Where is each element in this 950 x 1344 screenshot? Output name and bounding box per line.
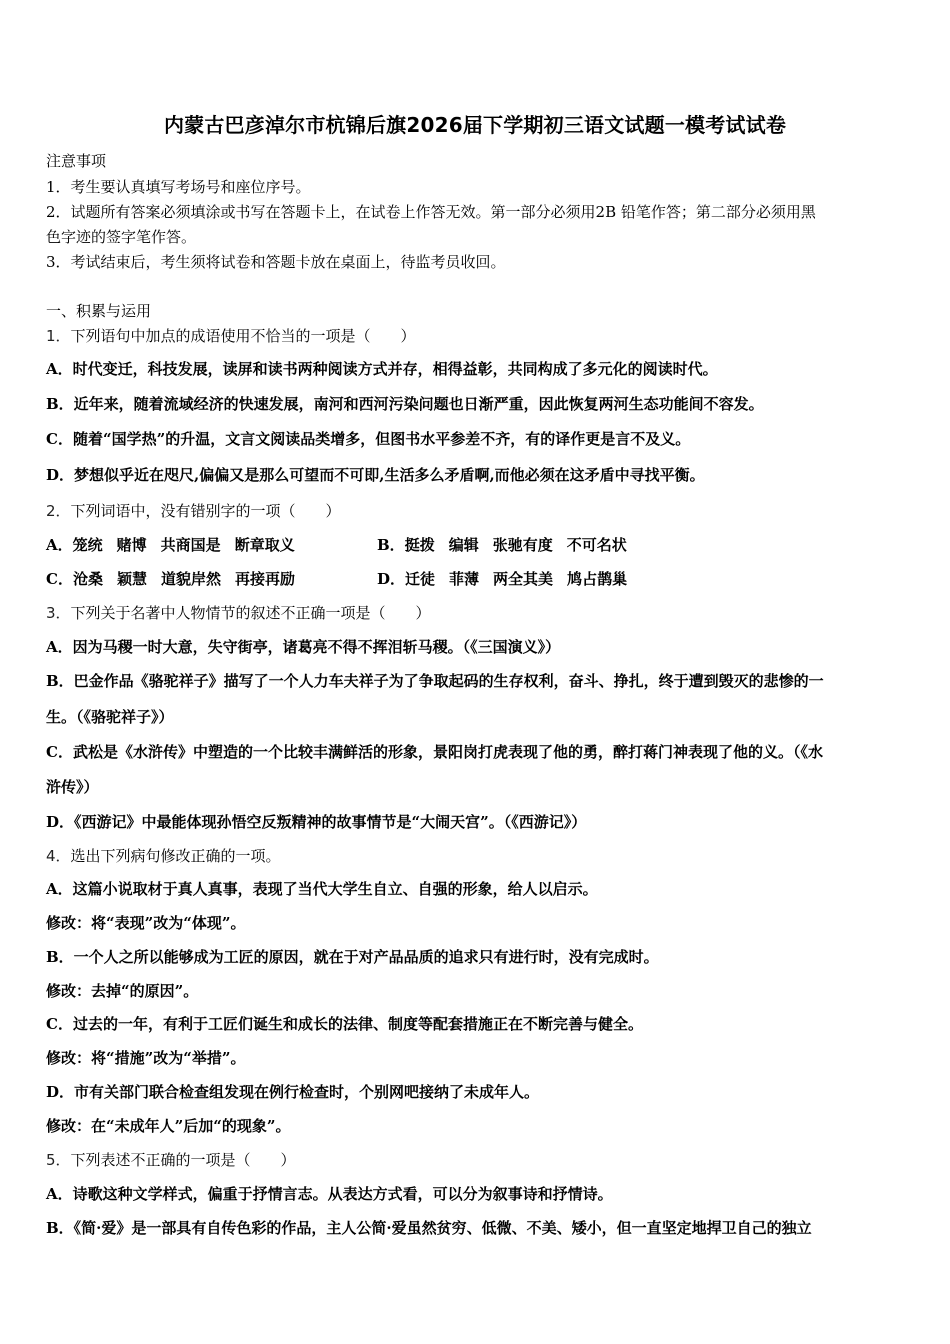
notice-item: 2．试题所有答案必须填涂或书写在答题卡上，在试卷上作答无效。第一部分必须用2B 铅笔作答；第二部分必须用黑 (46, 203, 816, 221)
question-4-stem (46, 846, 281, 866)
q3-option-c-cont: 浒传》） (46, 778, 99, 796)
q1-option-b: B．近年来，随着流域经济的快速发展，南河和西河污染问题也日渐严重，因此恢复两河生态功能间不容发。 (46, 395, 764, 413)
question-text: 下列语句中加点的成语使用不恰当的一项是（ ） (70, 327, 416, 345)
option-word: 赌博 (116, 536, 147, 554)
option-word: 鸠占鹊巢 (567, 570, 628, 588)
q1-option-c: C．随着“国学热”的升温，文言文阅读品类增多，但图书水平参差不齐，有的译作更是言不及义。 (46, 430, 691, 448)
notice-item: 1．考生要认真填写考场号和座位序号。 (46, 178, 311, 196)
option-word: 再接再励 (235, 570, 296, 588)
q1-option-d: D．梦想似乎近在咫尺,偏偏又是那么可望而不可即,生活多么矛盾啊,而他必须在这矛盾中寻找平衡。 (46, 466, 705, 484)
q3-option-b: B．巴金作品《骆驼祥子》描写了一个人力车夫祥子为了争取起码的生存权利，奋斗、挣扎，终于遭到毁灭的悲惨的一 (46, 672, 824, 690)
question-1-stem (46, 326, 416, 346)
q4-option-a-fix: 修改：将“表现”改为“体现”。 (46, 914, 246, 932)
option-word: 张驰有度 (492, 536, 553, 554)
q4-option-c-fix: 修改：将“措施”改为“举措”。 (46, 1049, 246, 1067)
q2-option-b (377, 535, 641, 555)
question-text: 选出下列病句修改正确的一项。 (70, 847, 281, 865)
question-text: 下列表述不正确的一项是（ ） (70, 1151, 296, 1169)
option-word: 不可名状 (566, 536, 627, 554)
notice-item: 色字迹的签字笔作答。 (46, 228, 197, 246)
question-number: 3． (46, 604, 71, 622)
option-word: 断章取义 (234, 536, 295, 554)
question-number: 4． (46, 847, 71, 865)
notice-item: 3．考试结束后，考生须将试卷和答题卡放在桌面上，待监考员收回。 (46, 253, 506, 271)
option-word: 颖慧 (116, 570, 147, 588)
option-word: 挺拨 (404, 536, 435, 554)
question-number: 1． (46, 327, 71, 345)
question-text: 下列关于名著中人物情节的叙述不正确一项是（ ） (70, 604, 431, 622)
q1-option-a: A．时代变迁，科技发展，读屏和读书两种阅读方式并存，相得益彰，共同构成了多元化的阅读时代。 (46, 360, 718, 378)
option-word: 两全其美 (493, 570, 554, 588)
notice-heading: 注意事项 (46, 152, 107, 170)
q5-option-a: A．诗歌这种文学样式，偏重于抒情言志。从表达方式看，可以分为叙事诗和抒情诗。 (46, 1185, 613, 1203)
option-word: 编辑 (448, 536, 479, 554)
question-5-stem (46, 1150, 296, 1170)
q3-option-c: C．武松是《水浒传》中塑造的一个比较丰满鲜活的形象，景阳岗打虎表现了他的勇，醉打蒋门神表现了他的义。（《水 (46, 743, 823, 761)
option-label: B． (377, 536, 405, 554)
option-word: 迁徒 (405, 570, 436, 588)
q2-option-c (46, 569, 309, 589)
question-3-stem (46, 603, 431, 623)
q4-option-d-fix: 修改：在“未成年人”后加“的现象”。 (46, 1117, 291, 1135)
option-word: 菲薄 (449, 570, 480, 588)
option-label: D． (377, 570, 406, 588)
option-word: 笼统 (72, 536, 103, 554)
section-heading: 一、积累与运用 (46, 302, 152, 320)
q4-option-b: B．一个人之所以能够成为工匠的原因，就在于对产品品质的追求只有进行时，没有完成时。 (46, 948, 659, 966)
option-word: 沧桑 (72, 570, 103, 588)
option-word: 共商国是 (160, 536, 221, 554)
question-2-stem (46, 501, 341, 521)
option-label: A． (46, 536, 73, 554)
q4-option-c: C．过去的一年，有利于工匠们诞生和成长的法律、制度等配套措施正在不断完善与健全。 (46, 1015, 643, 1033)
option-word: 道貌岸然 (160, 570, 221, 588)
question-number: 2． (46, 502, 71, 520)
question-text: 下列词语中，没有错别字的一项（ ） (70, 502, 341, 520)
option-label: C． (46, 570, 73, 588)
q3-option-a: A．因为马稷一时大意，失守街亭，诸葛亮不得不挥泪斩马稷。（《三国演义》） (46, 638, 561, 656)
q3-option-b-cont: 生。（《骆驼祥子》） (46, 708, 174, 726)
q4-option-d: D．市有关部门联合检查组发现在例行检查时，个别网吧接纳了未成年人。 (46, 1083, 540, 1101)
q2-option-a (46, 535, 309, 555)
q3-option-d: D．《西游记》中最能体现孙悟空反叛精神的故事情节是“大闹天宫”。（《西游记》） (46, 813, 587, 831)
q4-option-b-fix: 修改：去掉“的原因”。 (46, 982, 199, 1000)
q2-option-d (377, 569, 641, 589)
q4-option-a: A．这篇小说取材于真人真事，表现了当代大学生自立、自强的形象，给人以启示。 (46, 880, 598, 898)
question-number: 5． (46, 1151, 71, 1169)
exam-title: 内蒙古巴彦淖尔市杭锦后旗2026届下学期初三语文试题一模考试试卷 (163, 113, 787, 137)
q5-option-b: B．《简·爱》是一部具有自传色彩的作品，主人公简·爱虽然贫穷、低微、不美、矮小，但一直坚定地捍卫自己的独立 (46, 1219, 812, 1237)
